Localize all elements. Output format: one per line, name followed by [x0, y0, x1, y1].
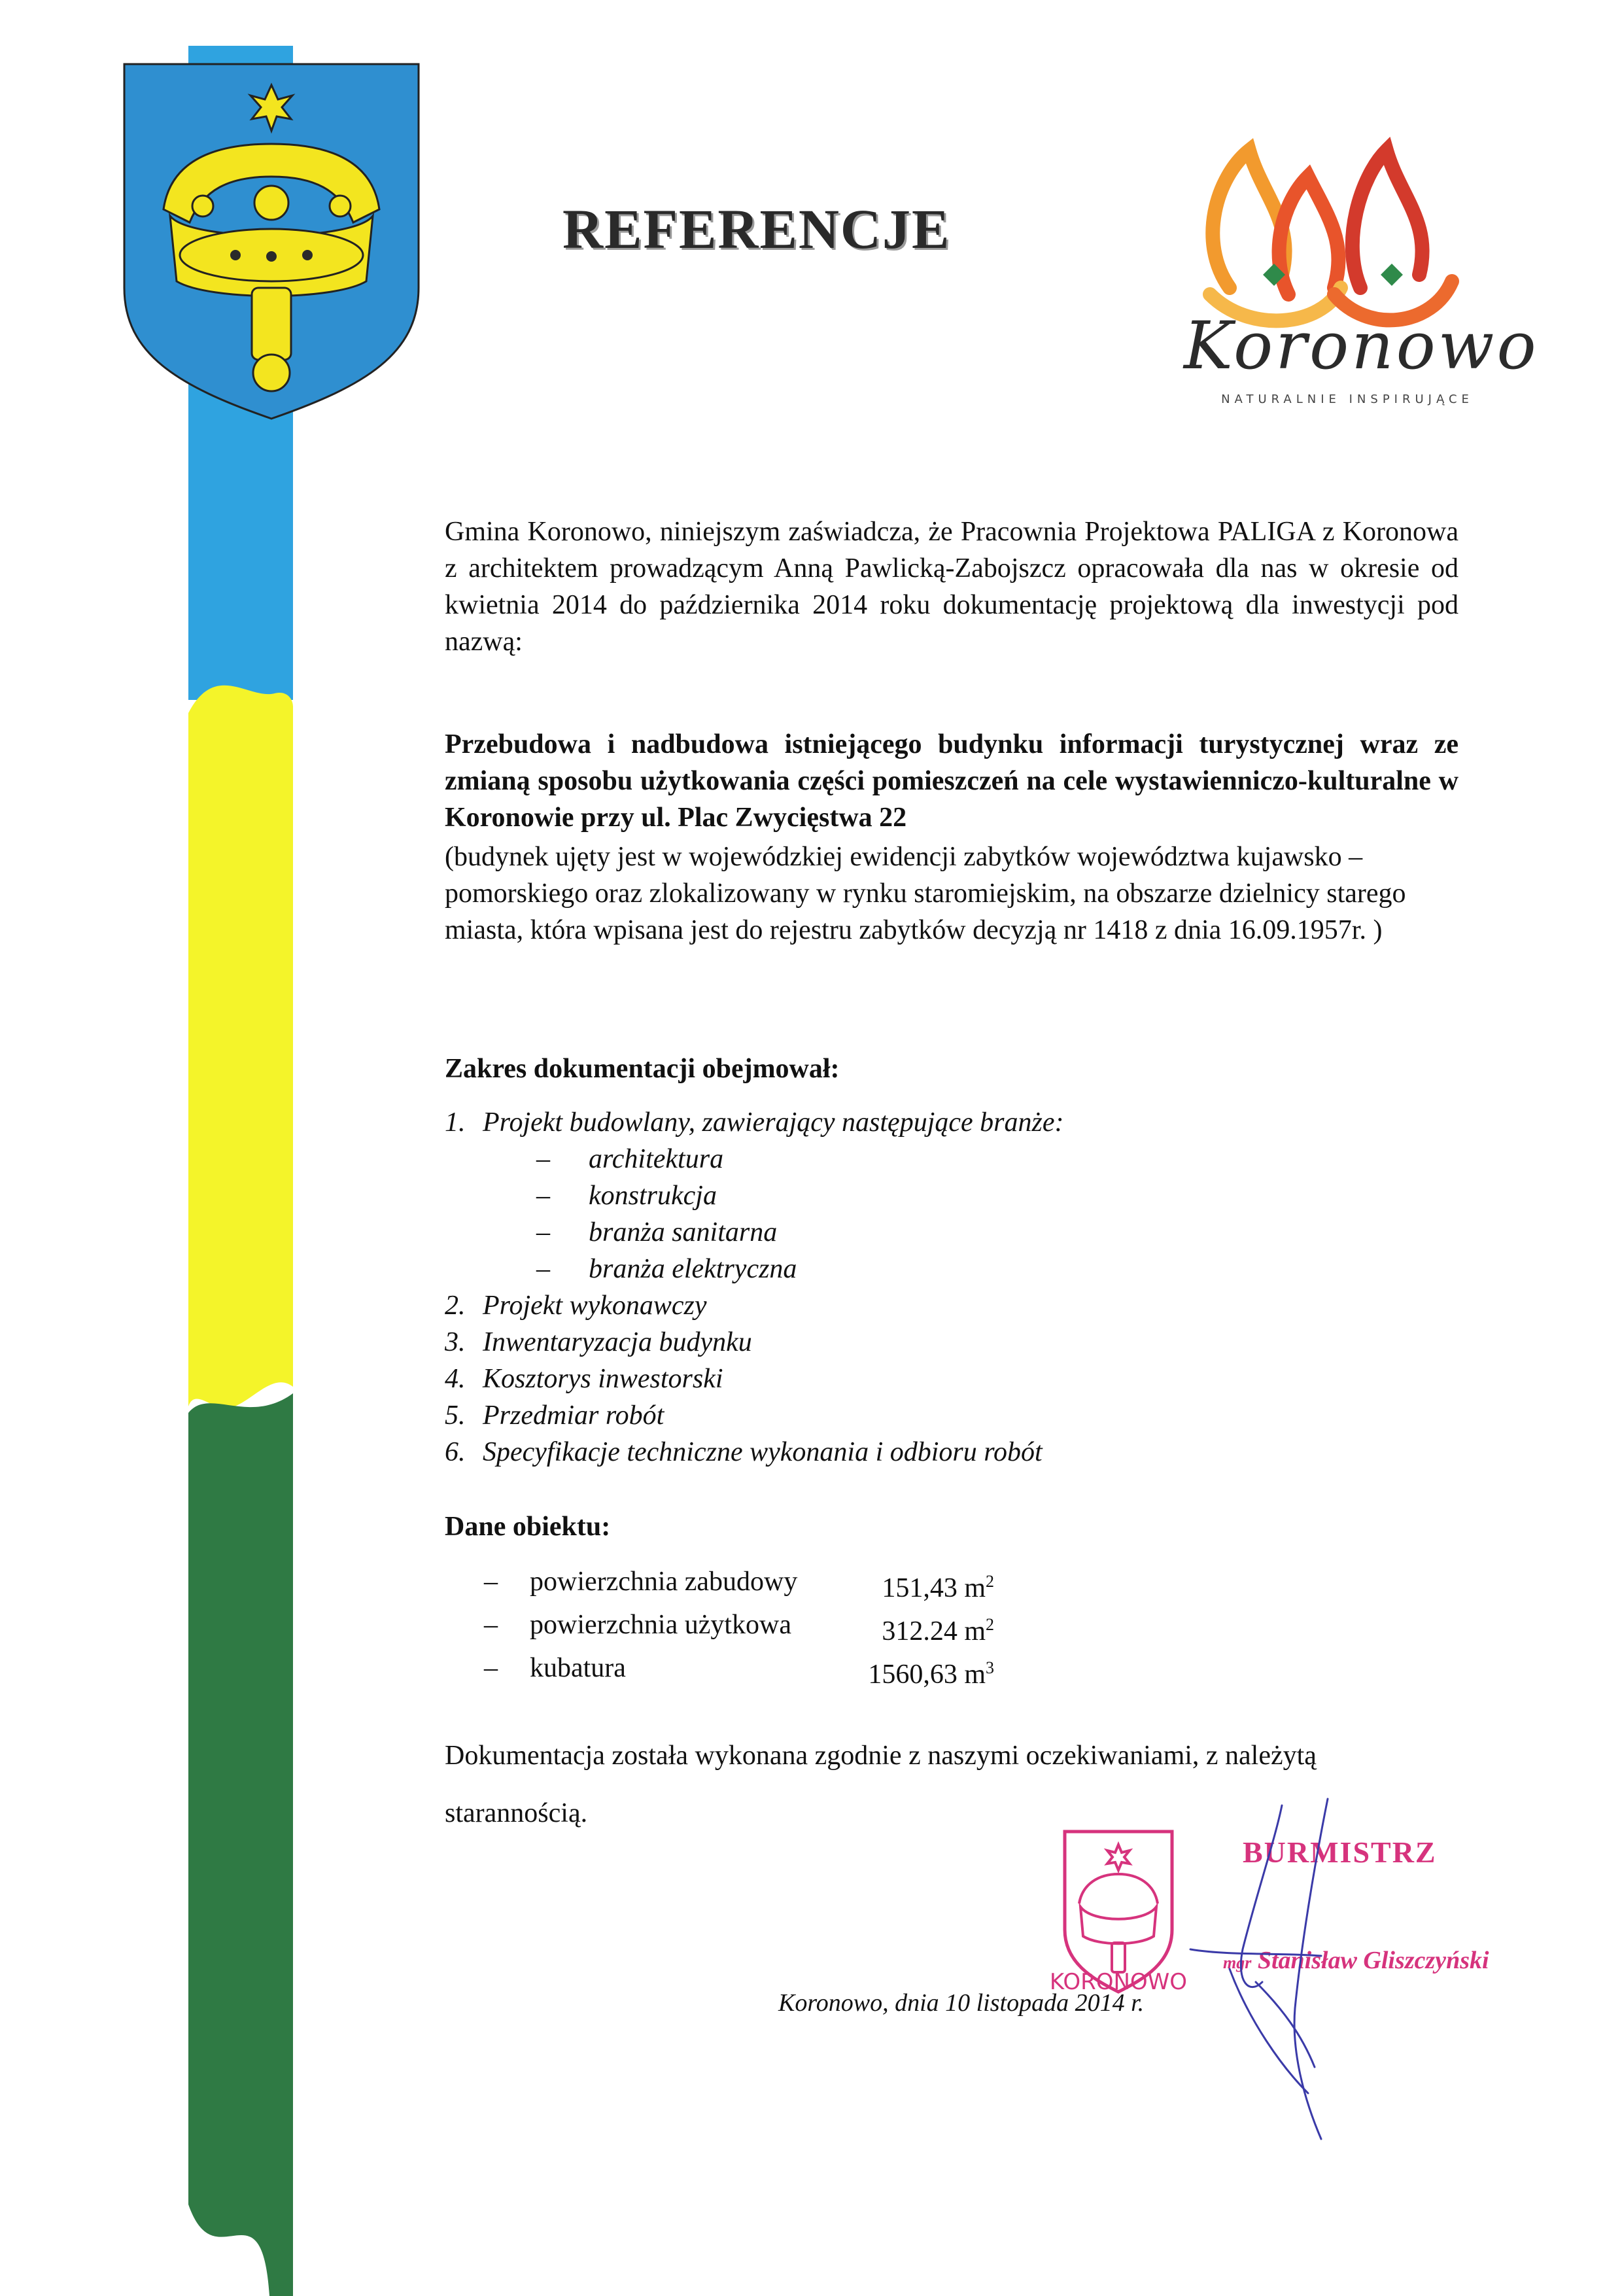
scope-heading: Zakres dokumentacji obejmował:: [445, 1054, 840, 1084]
project-title: Przebudowa i nadbudowa istniejącego budynku informacji turystycznej wraz ze zmianą sposobu użytkowania części pomieszczeń na cele wystawienniczo-kulturalne w Koronowie przy ul. Plac Zwycięstwa 22: [445, 729, 1458, 833]
list-item: 2. Projekt wykonawczy: [445, 1291, 707, 1321]
list-item: 4. Kosztorys inwestorski: [445, 1364, 723, 1394]
object-data-heading: Dane obiektu:: [445, 1512, 611, 1542]
official-name: Stanisław Gliszczyński: [1257, 1947, 1489, 1974]
list-item: 1. Projekt budowlany, zawierający następujące branże:: [445, 1107, 1064, 1138]
handwritten-signature-icon: [1151, 1786, 1426, 2152]
data-row: – kubatura 1560,63 $m^3$: [484, 1653, 994, 1690]
stamp-town: KORONOWO: [1049, 1969, 1188, 1995]
office-stamp: BURMISTRZ: [1243, 1835, 1437, 1869]
coat-of-arms-banner: [118, 46, 445, 2296]
sub-list-item: – konstrukcja: [536, 1181, 717, 1211]
official-prefix: mgr: [1223, 1953, 1252, 1972]
page-title: REFERENCJE: [562, 198, 951, 260]
scope-list: [445, 1104, 1458, 1470]
logo-tagline: NATURALNIE INSPIRUJĄCE: [1221, 392, 1474, 406]
object-data-list: [484, 1563, 994, 1693]
list-item: 6. Specyfikacje techniczne wykonania i odbioru robót: [445, 1437, 1043, 1467]
logo-wordmark: Koronowo: [1184, 307, 1539, 384]
list-item: 3. Inwentaryzacja budynku: [445, 1327, 752, 1357]
sub-list-item: – branża sanitarna: [536, 1217, 778, 1247]
sub-list-item: – architektura: [536, 1144, 724, 1174]
data-row: – powierzchnia zabudowy 151,43 $m^2$: [484, 1567, 994, 1603]
list-item: 5. Przedmiar robót: [445, 1400, 664, 1431]
sub-list-item: – branża elektryczna: [536, 1254, 797, 1284]
project-note: (budynek ujęty jest w wojewódzkiej ewidencji zabytków województwa kujawsko – pomorskiego oraz zlokalizowany w rynku staromiejskim, na obszarze dzielnicy starego miasta, która wpisana jest do rejestru zabytków decyzją nr 1418 z dnia 16.09.1957r. ): [445, 842, 1406, 945]
place-date: Koronowo, dnia 10 listopada 2014 r.: [778, 1989, 1145, 2017]
intro-paragraph: Gmina Koronowo, niniejszym zaświadcza, że Pracownia Projektowa PALIGA z Koronowa z architektem prowadzącym Anną Pawlicką-Zabojszcz opracowała dla nas w okresie od kwietnia 2014 do października 2014 roku dokumentację projektową dla inwestycji pod nazwą:: [445, 517, 1458, 657]
closing-paragraph: Dokumentacja została wykonana zgodnie z naszymi oczekiwaniami, z należytą starannością.: [445, 1741, 1317, 1828]
data-row: – powierzchnia użytkowa 312.24 $m^2$: [484, 1610, 994, 1646]
